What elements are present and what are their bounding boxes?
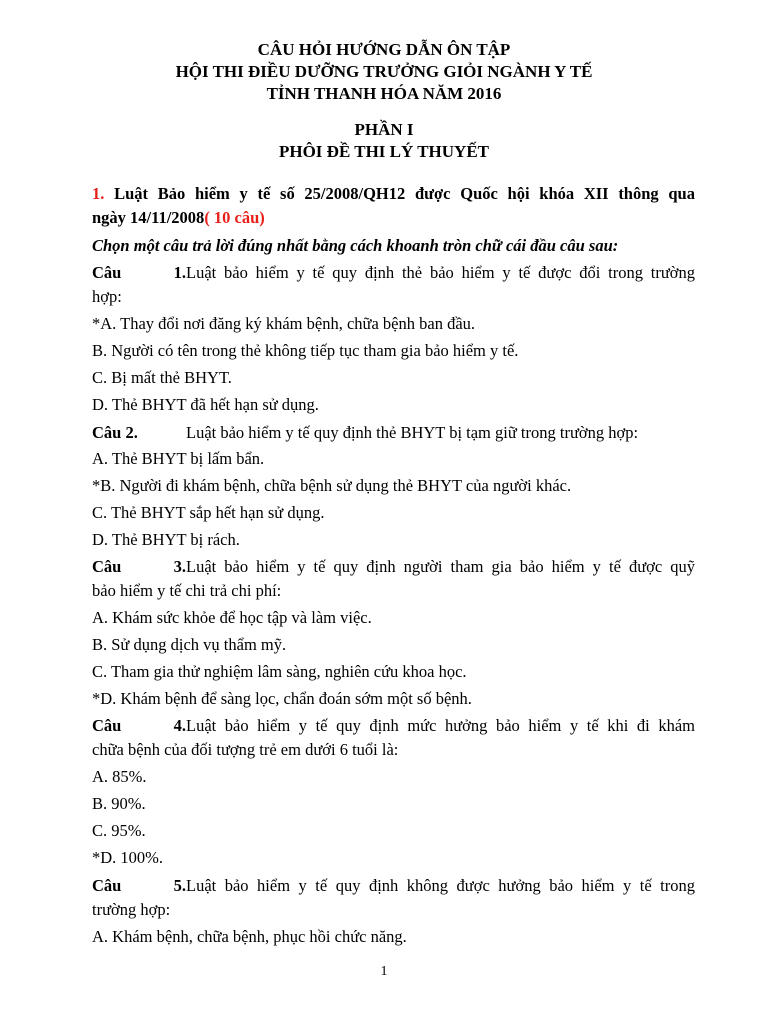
section-heading-line-2 xyxy=(92,208,695,228)
option: A. Khám bệnh, chữa bệnh, phục hồi chức năng. xyxy=(92,927,407,946)
option: *D. Khám bệnh để sàng lọc, chẩn đoán sớm một số bệnh. xyxy=(92,689,472,708)
section-number: 1. xyxy=(92,184,105,203)
question-1 xyxy=(92,263,695,283)
question-label: Câu 3. xyxy=(92,557,186,576)
question-label: Câu 5. xyxy=(92,876,186,895)
option: C. Bị mất thẻ BHYT. xyxy=(92,368,232,387)
part-title: PHÔI ĐỀ THI LÝ THUYẾT xyxy=(278,142,490,161)
option: C. Thẻ BHYT sắp hết hạn sử dụng. xyxy=(92,503,325,522)
question-text: Luật bảo hiểm y tế quy định người tham gia bảo hiểm y tế được quỹ xyxy=(186,557,695,576)
question-text: Luật bảo hiểm y tế quy định thẻ bảo hiểm y tế được đổi trong trường xyxy=(186,263,695,282)
option: A. Khám sức khỏe để học tập và làm việc. xyxy=(92,608,372,627)
option: D. Thẻ BHYT bị rách. xyxy=(92,530,240,549)
question-text-cont: chữa bệnh của đối tượng trẻ em dưới 6 tuổi là: xyxy=(92,740,399,759)
option: B. Người có tên trong thẻ không tiếp tục tham gia bảo hiểm y tế. xyxy=(92,341,519,360)
question-text: Luật bảo hiểm y tế quy định mức hưởng bảo hiểm y tế khi đi khám xyxy=(186,716,695,735)
question-label: Câu 1. xyxy=(92,263,186,282)
question-4 xyxy=(92,716,695,736)
option: B. Sử dụng dịch vụ thẩm mỹ. xyxy=(92,635,287,654)
question-3 xyxy=(92,557,695,577)
question-label: Câu 2. xyxy=(92,423,138,442)
part-label: PHẦN I xyxy=(354,120,414,139)
instruction: Chọn một câu trả lời đúng nhất bằng cách khoanh tròn chữ cái đầu câu sau: xyxy=(92,236,619,255)
question-2 xyxy=(92,423,695,443)
question-text-cont: hợp: xyxy=(92,287,122,306)
question-text-cont: trường hợp: xyxy=(92,900,171,919)
section-count: ( 10 câu) xyxy=(204,208,265,227)
option: B. 90%. xyxy=(92,794,146,813)
doc-title-line-1: CÂU HỎI HƯỚNG DẪN ÔN TẬP xyxy=(257,40,511,59)
question-text-cont: bảo hiểm y tế chi trả chi phí: xyxy=(92,581,282,600)
doc-title-line-3: TỈNH THANH HÓA NĂM 2016 xyxy=(266,84,502,103)
section-date: ngày 14/11/2008 xyxy=(92,208,205,227)
question-text: Luật bảo hiểm y tế quy định thẻ BHYT bị tạm giữ trong trường hợp: xyxy=(186,423,639,442)
section-title: Luật Bảo hiểm y tế số 25/2008/QH12 được Quốc hội khóa XII thông qua xyxy=(104,184,695,203)
option: A. 85%. xyxy=(92,767,147,786)
option: C. 95%. xyxy=(92,821,146,840)
doc-title-line-2: HỘI THI ĐIỀU DƯỠNG TRƯỞNG GIỎI NGÀNH Y TẾ xyxy=(175,62,593,81)
question-text: Luật bảo hiểm y tế quy định không được hưởng bảo hiểm y tế trong xyxy=(186,876,695,895)
section-heading-line-1 xyxy=(92,184,695,204)
page-number: 1 xyxy=(380,964,388,979)
option: *A. Thay đổi nơi đăng ký khám bệnh, chữa bệnh ban đầu. xyxy=(92,314,476,333)
question-label: Câu 4. xyxy=(92,716,186,735)
option: *D. 100%. xyxy=(92,848,164,867)
option: *B. Người đi khám bệnh, chữa bệnh sử dụng thẻ BHYT của người khác. xyxy=(92,476,572,495)
option: A. Thẻ BHYT bị lấm bẩn. xyxy=(92,449,265,468)
question-5 xyxy=(92,876,695,896)
option: D. Thẻ BHYT đã hết hạn sử dụng. xyxy=(92,395,319,414)
option: C. Tham gia thử nghiệm lâm sàng, nghiên cứu khoa học. xyxy=(92,662,467,681)
